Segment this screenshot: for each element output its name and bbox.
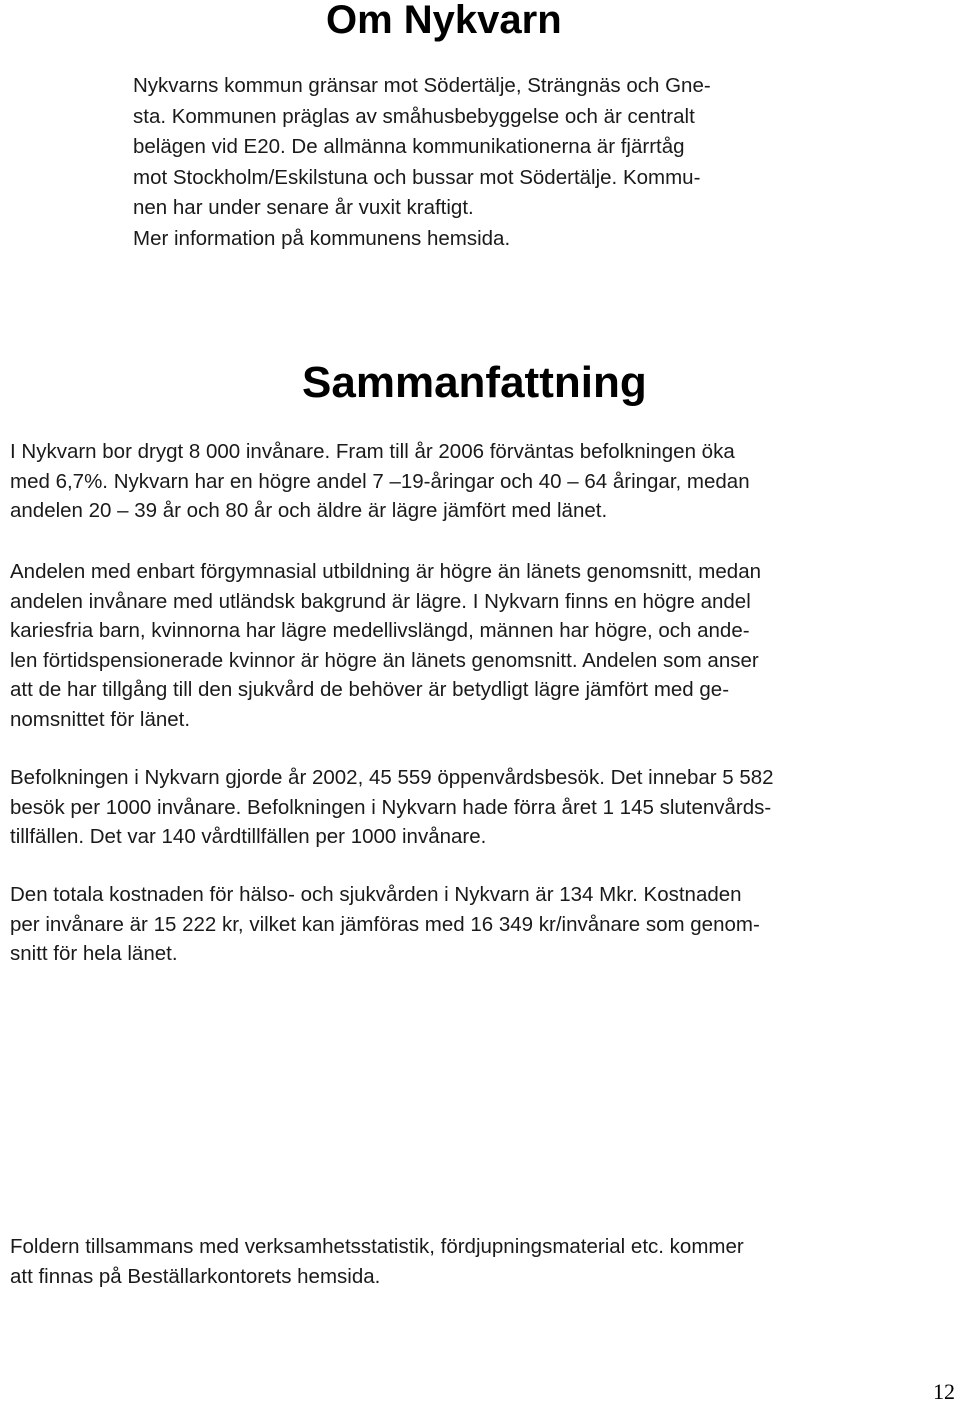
paragraph-line: tillfällen. Det var 140 vårdtillfällen per 1000 invånare. — [10, 825, 487, 848]
paragraph-line: kariesfria barn, kvinnorna har lägre medellivslängd, männen har högre, och ande- — [10, 619, 750, 642]
intro-paragraph — [133, 71, 711, 254]
section-title: Sammanfattning — [302, 358, 647, 407]
intro-line: Nykvarns kommun gränsar mot Södertälje, Strängnäs och Gne- — [133, 74, 711, 97]
summary-paragraph-population — [10, 437, 750, 526]
summary-paragraph-visits — [10, 763, 774, 852]
page-number: 12 — [933, 1379, 955, 1404]
intro-line: belägen vid E20. De allmänna kommunikationerna är fjärrtåg — [133, 135, 685, 158]
page-title: Om Nykvarn — [326, 0, 562, 42]
intro-line: nen har under senare år vuxit kraftigt. — [133, 196, 474, 219]
footer-note — [10, 1232, 744, 1291]
paragraph-line: besök per 1000 invånare. Befolkningen i Nykvarn hade förra året 1 145 slutenvårds- — [10, 795, 772, 819]
paragraph-line: Den totala kostnaden för hälso- och sjukvården i Nykvarn är 134 Mkr. Kostnaden — [10, 883, 742, 906]
summary-paragraph-health — [10, 557, 761, 734]
paragraph-line: I Nykvarn bor drygt 8 000 invånare. Fram till år 2006 förväntas befolkningen öka — [10, 440, 735, 463]
paragraph-line: andelen 20 – 39 år och 80 år och äldre är lägre jämfört med länet. — [10, 499, 608, 522]
paragraph-line: per invånare är 15 222 kr, vilket kan jämföras med 16 349 kr/invånare som genom- — [10, 912, 760, 936]
paragraph-line: andelen invånare med utländsk bakgrund är lägre. I Nykvarn finns en högre andel — [10, 589, 751, 613]
footer-line: att finnas på Beställarkontorets hemsida. — [10, 1264, 381, 1288]
summary-paragraph-costs — [10, 880, 760, 969]
paragraph-line: snitt för hela länet. — [10, 942, 178, 965]
intro-line: Mer information på kommunens hemsida. — [133, 226, 511, 250]
paragraph-line: nomsnittet för länet. — [10, 707, 191, 731]
paragraph-line: med 6,7%. Nykvarn har en högre andel 7 –19-åringar och 40 – 64 åringar, medan — [10, 469, 750, 493]
intro-line: sta. Kommunen präglas av småhusbebyggelse och är centralt — [133, 104, 695, 128]
paragraph-line: att de har tillgång till den sjukvård de behöver är betydligt lägre jämfört med ge- — [10, 678, 730, 701]
intro-line: mot Stockholm/Eskilstuna och bussar mot Södertälje. Kommu- — [133, 165, 701, 189]
paragraph-line: len förtidspensionerade kvinnor är högre än länets genomsnitt. Andelen som anser — [10, 648, 759, 672]
footer-line: Foldern tillsammans med verksamhetsstatistik, fördjupningsmaterial etc. kommer — [10, 1235, 744, 1258]
paragraph-line: Befolkningen i Nykvarn gjorde år 2002, 45 559 öppenvårdsbesök. Det innebar 5 582 — [10, 766, 774, 789]
paragraph-line: Andelen med enbart förgymnasial utbildning är högre än länets genomsnitt, medan — [10, 560, 761, 583]
